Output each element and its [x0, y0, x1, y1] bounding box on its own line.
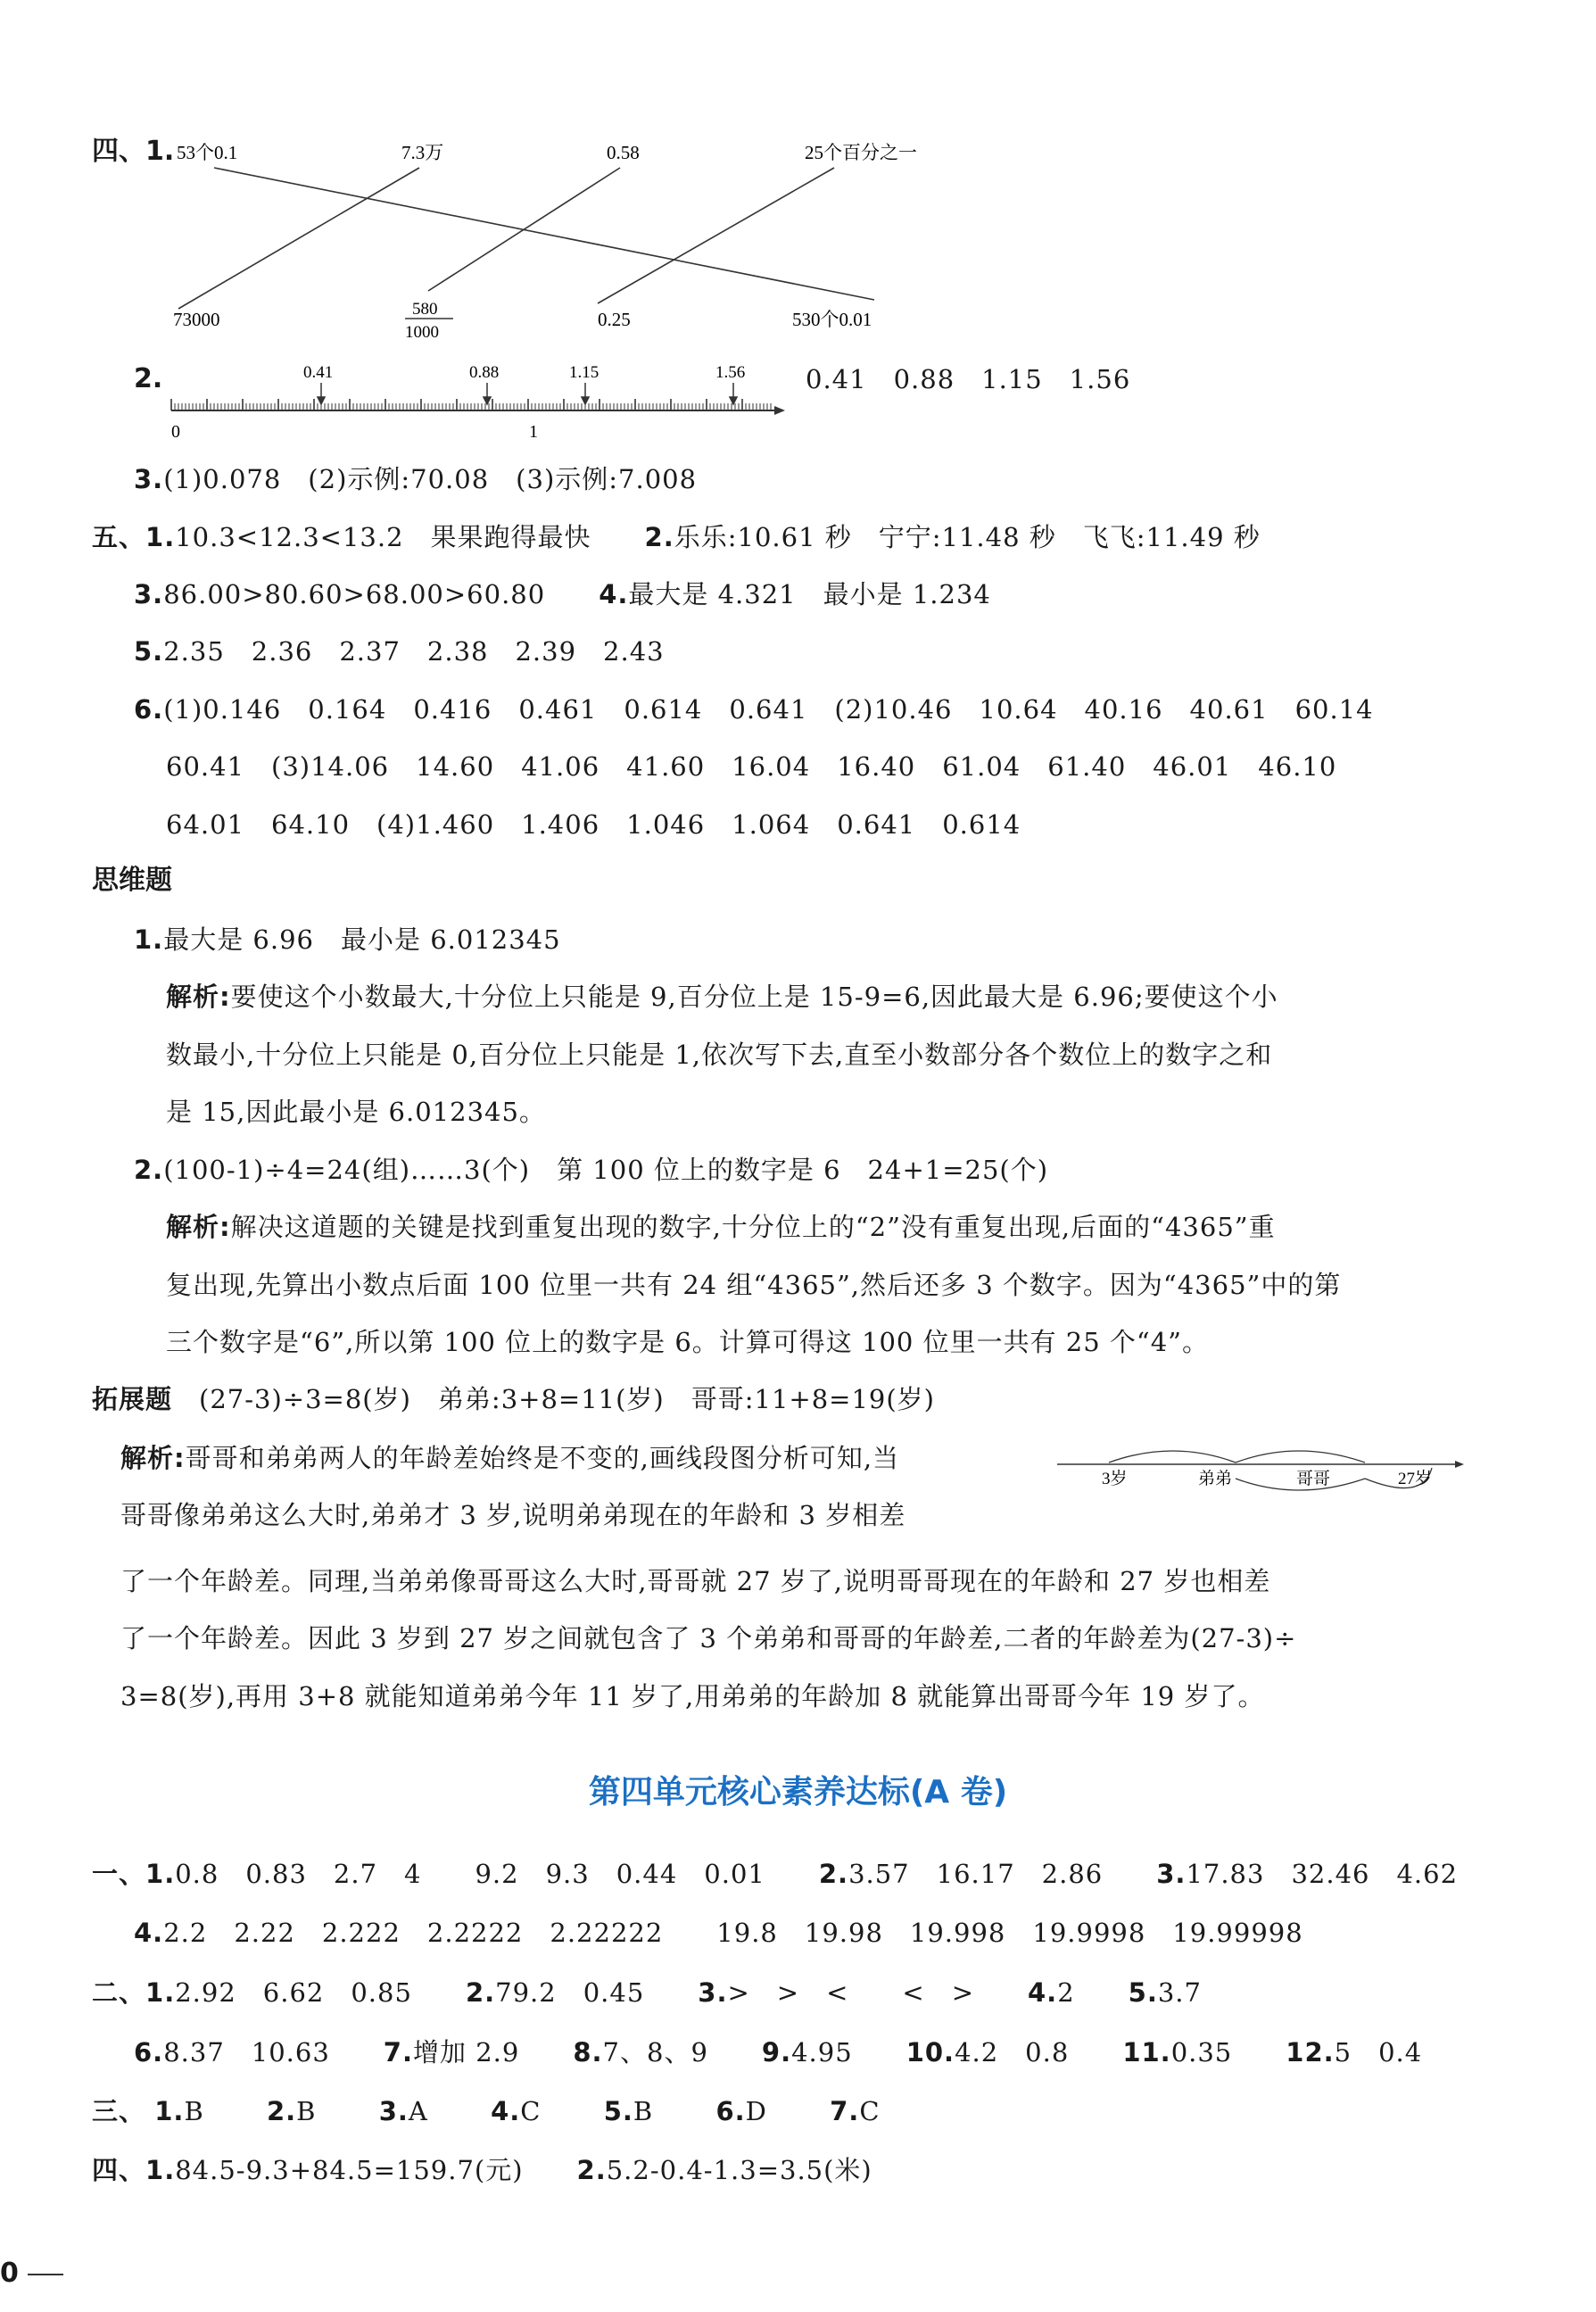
mark-0-41: 0.41 — [303, 363, 334, 382]
think-q2-analysis-2: 复出现,先算出小数点后面 100 位里一共有 24 组“4365”,然后还多 3 个数字。因为“4365”中的第 — [166, 1270, 1342, 1300]
match-line-1 — [214, 168, 874, 300]
match-line-4 — [598, 168, 834, 303]
match-top-1: 53个0.1 — [177, 142, 238, 163]
q4-2-answer: 0.41 0.88 1.15 1.56 — [806, 364, 1131, 394]
ext-analysis-4: 了一个年龄差。因此 3 岁到 27 岁之间就包含了 3 个弟弟和哥哥的年龄差,二者的年龄差为(27-3)÷ — [120, 1623, 1297, 1653]
think-q2-analysis-1: 解析:解决这道题的关键是找到重复出现的数字,十分位上的“2”没有重复出现,后面的“4365”重 — [166, 1212, 1276, 1242]
thinking-title: 思维题 — [92, 865, 172, 896]
ext-analysis-3: 了一个年龄差。同理,当弟弟像哥哥这么大时,哥哥就 27 岁了,说明哥哥现在的年龄和 27 岁也相差 — [120, 1566, 1271, 1596]
match-bottom-1: 73000 — [173, 309, 220, 330]
think-q1: 1.最大是 6.96 最小是 6.012345 — [134, 924, 561, 955]
think-q1-analysis-2: 数最小,十分位上只能是 0,百分位上只能是 1,依次写下去,直至小数部分各个数位上的数字之和 — [166, 1040, 1273, 1070]
q5-line-4: 6.(1)0.146 0.164 0.416 0.461 0.614 0.641 (2)10.46 10.64 40.16 40.61 60.14 — [134, 694, 1374, 725]
think-q2: 2.(100-1)÷4=24(组)……3(个) 第 100 位上的数字是 6 24+1=25(个) — [134, 1155, 1049, 1185]
match-bottom-3: 0.25 — [598, 309, 631, 330]
mark-0-88: 0.88 — [469, 363, 500, 382]
u2-line-2: 6.8.37 10.63 7.增加 2.9 8.7、8、9 9.4.95 10.4.2 0.8 11.0.35 12.5 0.4 — [134, 2037, 1423, 2068]
match-bottom-2-num: 580 — [412, 300, 438, 319]
q4-3: 3.(1)0.078 (2)示例:70.08 (3)示例:7.008 — [134, 464, 698, 494]
section-4-label: 四、1. — [92, 136, 175, 167]
match-top-2: 7.3万 — [401, 142, 444, 163]
q5-line-5: 60.41 (3)14.06 14.60 41.06 41.60 16.04 16.40 61.04 61.40 46.01 46.10 — [166, 751, 1337, 782]
q5-line-6: 64.01 64.10 (4)1.460 1.406 1.046 1.064 0.641 0.614 — [166, 809, 1021, 840]
u4-line: 四、1.84.5-9.3+84.5=159.7(元) 2.5.2-0.4-1.3=3.5(米) — [92, 2155, 872, 2185]
ext-analysis-5: 3=8(岁),再用 3+8 就能知道弟弟今年 11 岁了,用弟弟的年龄加 8 就能算出哥哥今年 19 岁了。 — [120, 1681, 1265, 1711]
page-number: 0 — [0, 2258, 63, 2289]
axis-one: 1 — [529, 422, 538, 442]
mark-1-56: 1.56 — [715, 363, 746, 382]
diagram-brother-old: 哥哥 — [1296, 1470, 1331, 1488]
axis-zero: 0 — [171, 422, 180, 442]
think-q2-analysis-3: 三个数字是“6”,所以第 100 位上的数字是 6。计算可得这 100 位里一共有 25 个“4”。 — [166, 1327, 1210, 1357]
ext-analysis-1: 解析:哥哥和弟弟两人的年龄差始终是不变的,画线段图分析可知,当 — [120, 1443, 900, 1473]
match-bottom-2-den: 1000 — [405, 323, 439, 342]
match-top-3: 0.58 — [607, 142, 640, 163]
unit-title: 第四单元核心素养达标(A 卷) — [588, 1774, 1008, 1811]
q5-line-2: 3.86.00>80.60>68.00>60.80 4.最大是 4.321 最小是 1.234 — [134, 579, 991, 609]
age-segment-diagram — [1057, 1432, 1468, 1517]
u1-line-2: 4.2.2 2.22 2.222 2.2222 2.22222 19.8 19.98 19.998 19.9998 19.99998 — [134, 1918, 1303, 1948]
u2-line-1: 二、1.2.92 6.62 0.85 2.79.2 0.45 3.> > < < > 4.2 5.3.7 — [92, 1977, 1202, 2008]
match-line-2 — [178, 168, 419, 309]
q4-2-num: 2. — [134, 363, 163, 394]
matching-diagram — [161, 134, 963, 348]
q5-line-1: 五、1.10.3<12.3<13.2 果果跑得最快 2.乐乐:10.61 秒 宁宁:11.48 秒 飞飞:11.49 秒 — [92, 522, 1261, 552]
think-q1-analysis-1: 解析:要使这个小数最大,十分位上只能是 9,百分位上是 15-9=6,因此最大是 6.96;要使这个小 — [166, 982, 1278, 1012]
match-line-3 — [428, 168, 620, 291]
ext-analysis-2: 哥哥像弟弟这么大时,弟弟才 3 岁,说明弟弟现在的年龄和 3 岁相差 — [120, 1500, 906, 1530]
match-bottom-4: 530个0.01 — [792, 309, 872, 330]
q5-line-3: 5.2.35 2.36 2.37 2.38 2.39 2.43 — [134, 636, 665, 667]
match-top-4: 25个百分之一 — [805, 142, 917, 163]
number-line — [161, 352, 785, 442]
mark-1-15: 1.15 — [569, 363, 600, 382]
u3-line: 三、 1.B 2.B 3.A 4.C 5.B 6.D 7.C — [92, 2096, 881, 2126]
think-q1-analysis-3: 是 15,因此最小是 6.012345。 — [166, 1097, 546, 1127]
u1-line-1: 一、1.0.8 0.83 2.7 4 9.2 9.3 0.44 0.01 2.3.57 16.17 2.86 3.17.83 32.46 4.62 — [92, 1859, 1459, 1889]
diagram-27: 27岁 — [1398, 1470, 1433, 1488]
diagram-3: 3岁 — [1102, 1470, 1128, 1488]
diagram-brother-young: 弟弟 — [1198, 1470, 1233, 1488]
extension-line: 拓展题 (27-3)÷3=8(岁) 弟弟:3+8=11(岁) 哥哥:11+8=19(岁) — [92, 1384, 935, 1414]
